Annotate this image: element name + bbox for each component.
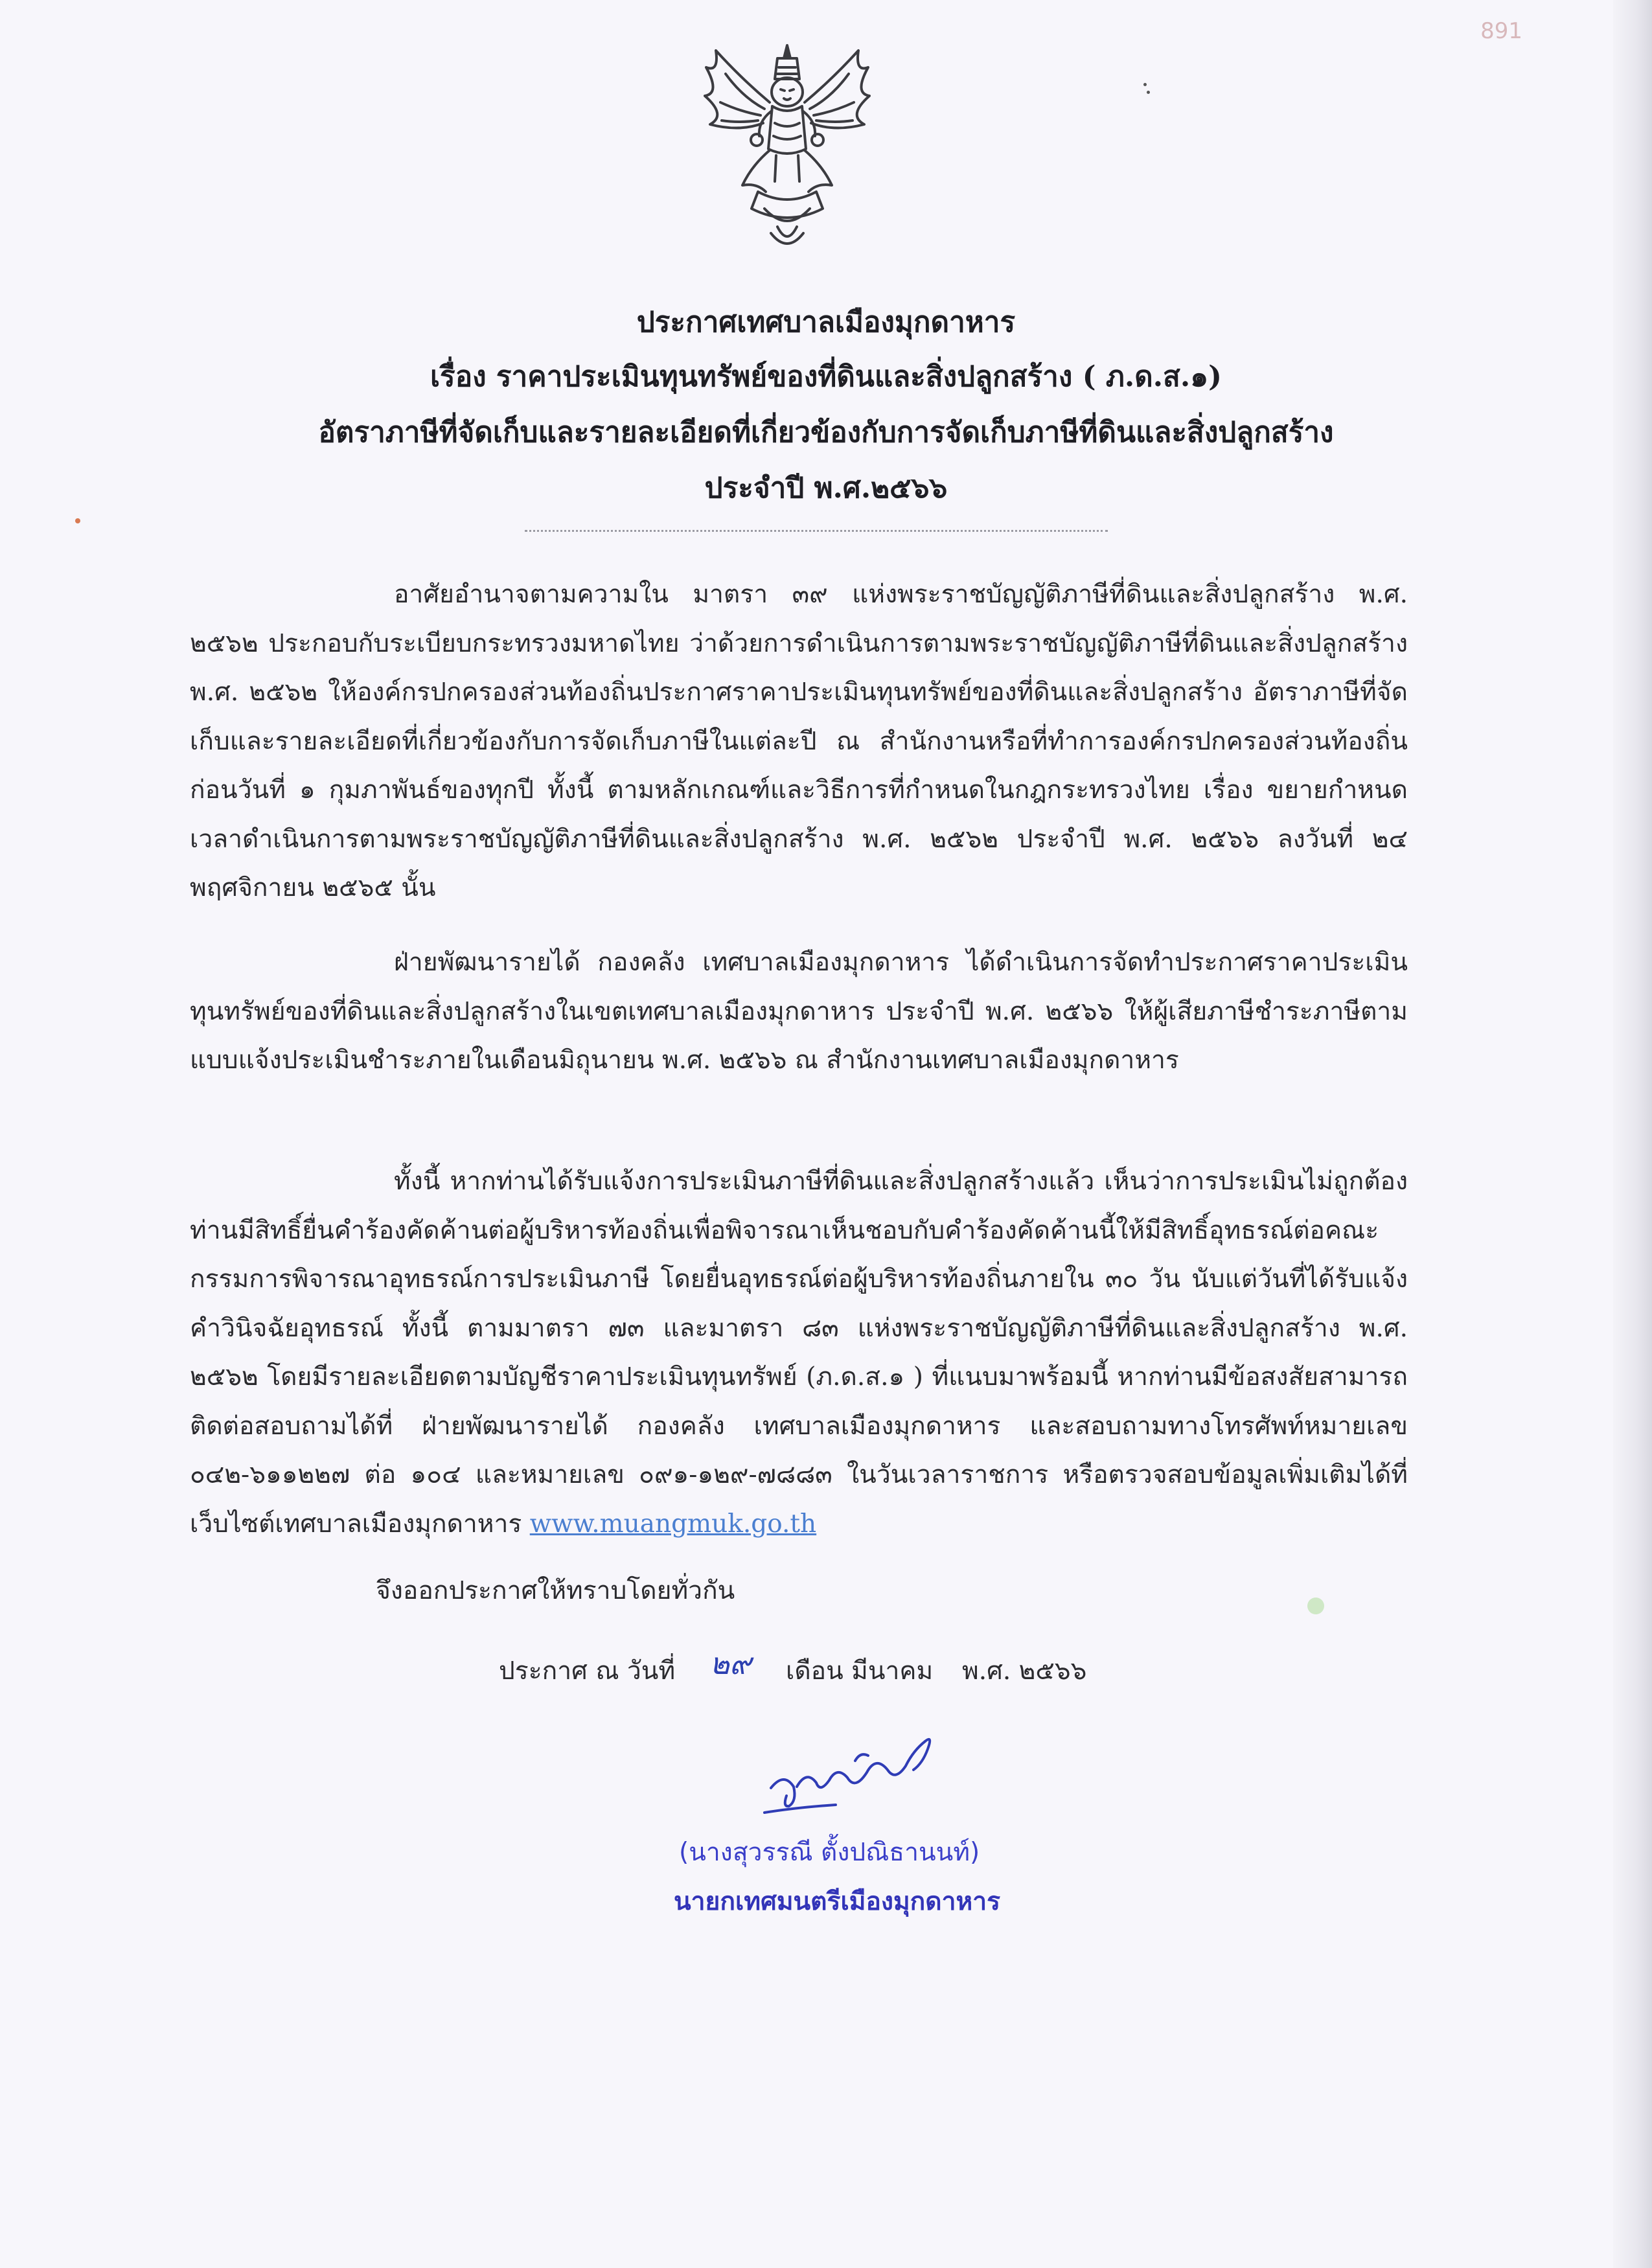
- garuda-emblem-icon: [680, 39, 894, 259]
- paper-edge-shadow: [1613, 0, 1652, 2268]
- body-paragraph-authority: อาศัยอำนาจตามความใน มาตรา ๓๙ แห่งพระราชบัญญัติภาษีที่ดินและสิ่งปลูกสร้าง พ.ศ. ๒๕๖๒ ประกอบกับระเบียบกระทรวงมหาดไทย ว่าด้วยการดำเนินการตามพระราชบัญญัติภาษีที่ดินและสิ่งปลูกสร้าง พ.ศ. ๒๕๖๒ ให้องค์กรปกครองส่วนท้องถิ่นประกาศราคาประเมินทุนทรัพย์ของที่ดินและสิ่งปลูกสร้าง อัตราภาษีที่จัดเก็บและรายละเอียดที่เกี่ยวข้องกับการจัดเก็บภาษีในแต่ละปี ณ สำนักงานหรือที่ทำการองค์กรปกครองส่วนท้องถิ่นก่อนวันที่ ๑ กุมภาพันธ์ของทุกปี ทั้งนี้ ตามหลักเกณฑ์และวิธีการที่กำหนดในกฎกระทรวงไทย เรื่อง ขยายกำหนดเวลาดำเนินการตามพระราชบัญญัติภาษีที่ดินและสิ่งปลูกสร้าง พ.ศ. ๒๕๖๒ ประจำปี พ.ศ. ๒๕๖๖ ลงวันที่ ๒๔ พฤศจิกายน ๒๕๖๕ นั้น: [190, 580, 1408, 902]
- body-paragraph-appeal: [190, 1157, 1408, 1548]
- signer-title: นายกเทศมนตรีเมืองมุกดาหาร: [674, 1887, 1001, 1916]
- handwritten-signature: [758, 1710, 952, 1827]
- website-link[interactable]: www.muangmuk.go.th: [529, 1509, 817, 1539]
- header-divider: [525, 530, 1108, 532]
- signer-name: (นางสุวรรณี ตั้งปณิธานนท์): [679, 1838, 980, 1867]
- appeal-text: ทั้งนี้ หากท่านได้รับแจ้งการประเมินภาษีที่ดินและสิ่งปลูกสร้างแล้ว เห็นว่าการประเมินไม่ถูกต้อง ท่านมีสิทธิ์ยื่นคำร้องคัดค้านต่อผู้บริหารท้องถิ่นเพื่อพิจารณาเห็นชอบกับคำร้องคัดค้านนี้ให้มีสิทธิ์อุทธรณ์ต่อคณะกรรมการพิจารณาอุทธรณ์การประเมินภาษี โดยยื่นอุทธรณ์ต่อผู้บริหารท้องถิ่นภายใน ๓๐ วัน นับแต่วันที่ได้รับแจ้งคำวินิจฉัยอุทธรณ์ ทั้งนี้ ตามมาตรา ๗๓ และมาตรา ๘๓ แห่งพระราชบัญญัติภาษีที่ดินและสิ่งปลูกสร้าง พ.ศ. ๒๕๖๒ โดยมีรายละเอียดตามบัญชีราคาประเมินทุนทรัพย์ (ภ.ด.ส.๑ ) ที่แนบมาพร้อมนี้ หากท่านมีข้อสงสัยสามารถติดต่อสอบถามได้ที่ ฝ่ายพัฒนารายได้ กองคลัง เทศบาลเมืองมุกดาหาร และสอบถามทางโทรศัพท์หมายเลข ๐๔๒-๖๑๑๒๒๗ ต่อ ๑๐๔ และหมายเลข ๐๙๑-๑๒๙-๗๘๘๓ ในวันเวลาราชการ หรือตรวจสอบข้อมูลเพิ่มเติมได้ที่เว็บไซต์เทศบาลเมืองมุกดาหาร: [190, 1167, 1408, 1539]
- paper-speck: [1147, 91, 1150, 94]
- page-number-mark: 891: [1480, 18, 1522, 44]
- announcement-title: ประกาศเทศบาลเมืองมุกดาหาร: [636, 306, 1016, 339]
- announcement-date: [499, 1645, 1086, 1693]
- paper-speck: [1143, 83, 1147, 86]
- date-prefix: ประกาศ ณ วันที่: [499, 1656, 676, 1686]
- paper-speck: [75, 518, 80, 523]
- date-month: เดือน มีนาคม: [785, 1656, 934, 1686]
- announcement-subject-line2: อัตราภาษีที่จัดเก็บและรายละเอียดที่เกี่ยวข้องกับการจัดเก็บภาษีที่ดินและสิ่งปลูกสร้าง: [318, 416, 1334, 449]
- handwritten-day: ๒๙: [709, 1646, 751, 1681]
- announcement-subject: เรื่อง ราคาประเมินทุนทรัพย์ของที่ดินและสิ่งปลูกสร้าง ( ภ.ด.ส.๑): [430, 360, 1222, 393]
- paper-speck: [1307, 1598, 1324, 1614]
- body-paragraph-assessment: ฝ่ายพัฒนารายได้ กองคลัง เทศบาลเมืองมุกดาหาร ได้ดำเนินการจัดทำประกาศราคาประเมินทุนทรัพย์ของที่ดินและสิ่งปลูกสร้างในเขตเทศบาลเมืองมุกดาหาร ประจำปี พ.ศ. ๒๕๖๖ ให้ผู้เสียภาษีชำระภาษีตามแบบแจ้งประเมินชำระภายในเดือนมิถุนายน พ.ศ. ๒๕๖๖ ณ สำนักงานเทศบาลเมืองมุกดาหาร: [190, 948, 1408, 1075]
- date-year: พ.ศ. ๒๕๖๖: [962, 1656, 1087, 1686]
- announcement-fiscal-year: ประจำปี พ.ศ.๒๕๖๖: [704, 472, 948, 505]
- closing-statement: จึงออกประกาศให้ทราบโดยทั่วกัน: [376, 1576, 735, 1605]
